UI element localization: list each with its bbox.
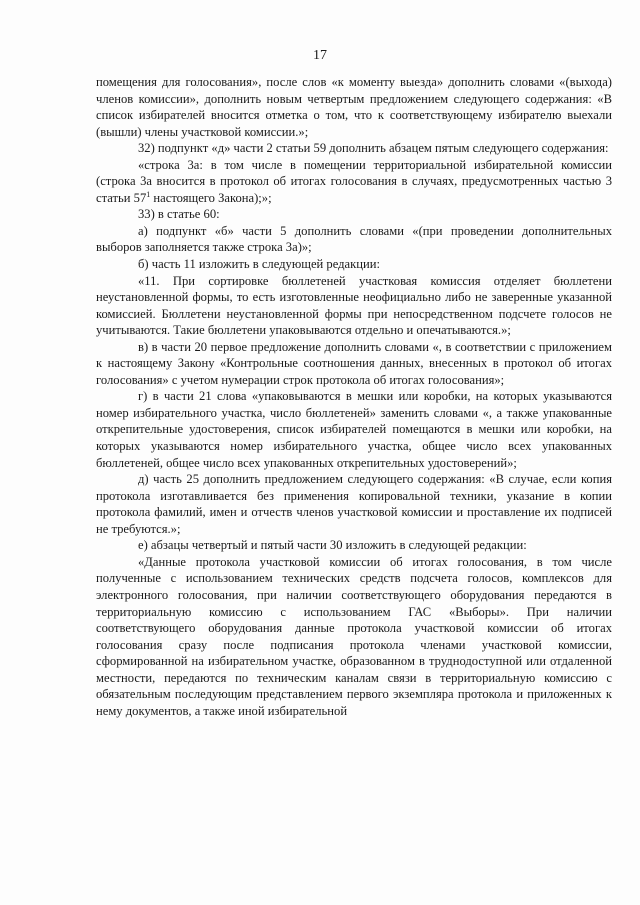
paragraph xyxy=(96,554,612,719)
paragraph-text: д) часть 25 дополнить предложением следующего содержания: «В случае, если копия протокола изготавливается без применения копировальной техники, указание в копии протокола фамилий, имен и отчеств членов участковой комиссии и проставление их подписей не требуются.»; xyxy=(96,472,612,536)
page-number: 17 xyxy=(313,48,327,63)
superscript: 1 xyxy=(146,189,151,199)
paragraph-text: г) в части 21 слова «упаковываются в мешки или коробки, на которых указываются номер избирательного участка, число бюллетеней» заменить словами «, а также упакованные открепительные удостоверения, список избирателей помещаются в мешки или коробки, на которых указываются номер избирательного участка, общее число всех упакованных бюллетеней, общее число всех упакованных открепительных удостоверений»; xyxy=(96,389,612,470)
paragraph xyxy=(96,206,612,223)
paragraph xyxy=(96,223,612,256)
paragraph xyxy=(96,471,612,537)
paragraph-text: «Данные протокола участковой комиссии об итогах голосования, в том числе полученные с использованием технических средств подсчета голосов, комплексов для электронного голосования, при наличии соответствующего оборудования передаются в территориальную комиссию с использованием ГАС «Выборы». При наличии соответствующего оборудования данные протокола участковой комиссии об итогах голосования сразу после подписания протокола членами участковой комиссии, сформированной на избирательном участке, образованном в труднодоступной или отдаленной местности, передаются по техническим каналам связи в территориальную комиссию с обязательным последующим представлением первого экземпляра протокола и приложенных к нему документов, а также иной избирательной xyxy=(96,554,612,718)
document-body xyxy=(96,74,612,719)
paragraph-text: «11. При сортировке бюллетеней участковая комиссия отделяет бюллетени неустановленной формы, то есть изготовленные неофициально либо не заверенные указанной комиссией. Бюллетени неустановленной формы при непосредственном подсчете голосов не учитываются. Такие бюллетени упаковываются отдельно и опечатываются.»; xyxy=(96,273,612,338)
paragraph xyxy=(96,157,612,207)
paragraph xyxy=(96,74,612,140)
paragraph-text: б) часть 11 изложить в следующей редакции: xyxy=(138,257,380,272)
paragraph-text: 33) в статье 60: xyxy=(138,207,220,222)
paragraph xyxy=(96,140,612,157)
paragraph xyxy=(96,256,612,273)
paragraph xyxy=(96,537,612,554)
paragraph-text: 32) подпункт «д» части 2 статьи 59 дополнить абзацем пятым следующего содержания: xyxy=(138,141,609,156)
paragraph-text: а) подпункт «б» части 5 дополнить словами «(при проведении дополнительных выборов заполняется также строка 3а)»; xyxy=(96,223,612,255)
paragraph xyxy=(96,273,612,339)
paragraph-text: е) абзацы четвертый и пятый части 30 изложить в следующей редакции: xyxy=(138,538,527,553)
paragraph-text-tail: настоящего Закона);»; xyxy=(150,190,272,205)
paragraph-text: в) в части 20 первое предложение дополнить словами «, в соответствии с приложением к настоящему Закону «Контрольные соотношения данных, внесенных в протокол об итогах голосования» с учетом нумерации строк протокола об итогах голосования»; xyxy=(96,339,612,387)
paragraph xyxy=(96,339,612,389)
paragraph-text: «строка 3а: в том числе в помещении территориальной избирательной комиссии (строка 3а вносится в протокол об итогах голосования в случаях, предусмотренных частью 3 статьи 57 xyxy=(96,157,612,205)
paragraph xyxy=(96,388,612,471)
paragraph-text: помещения для голосования», после слов «к моменту выезда» дополнить словами «(выхода) членов комиссии», дополнить новым четвертым предложением следующего содержания: «В список избирателей вносится отметка о том, что к соответствующему избирателю выехали (вышли) члены участковой комиссии.»; xyxy=(96,75,612,139)
